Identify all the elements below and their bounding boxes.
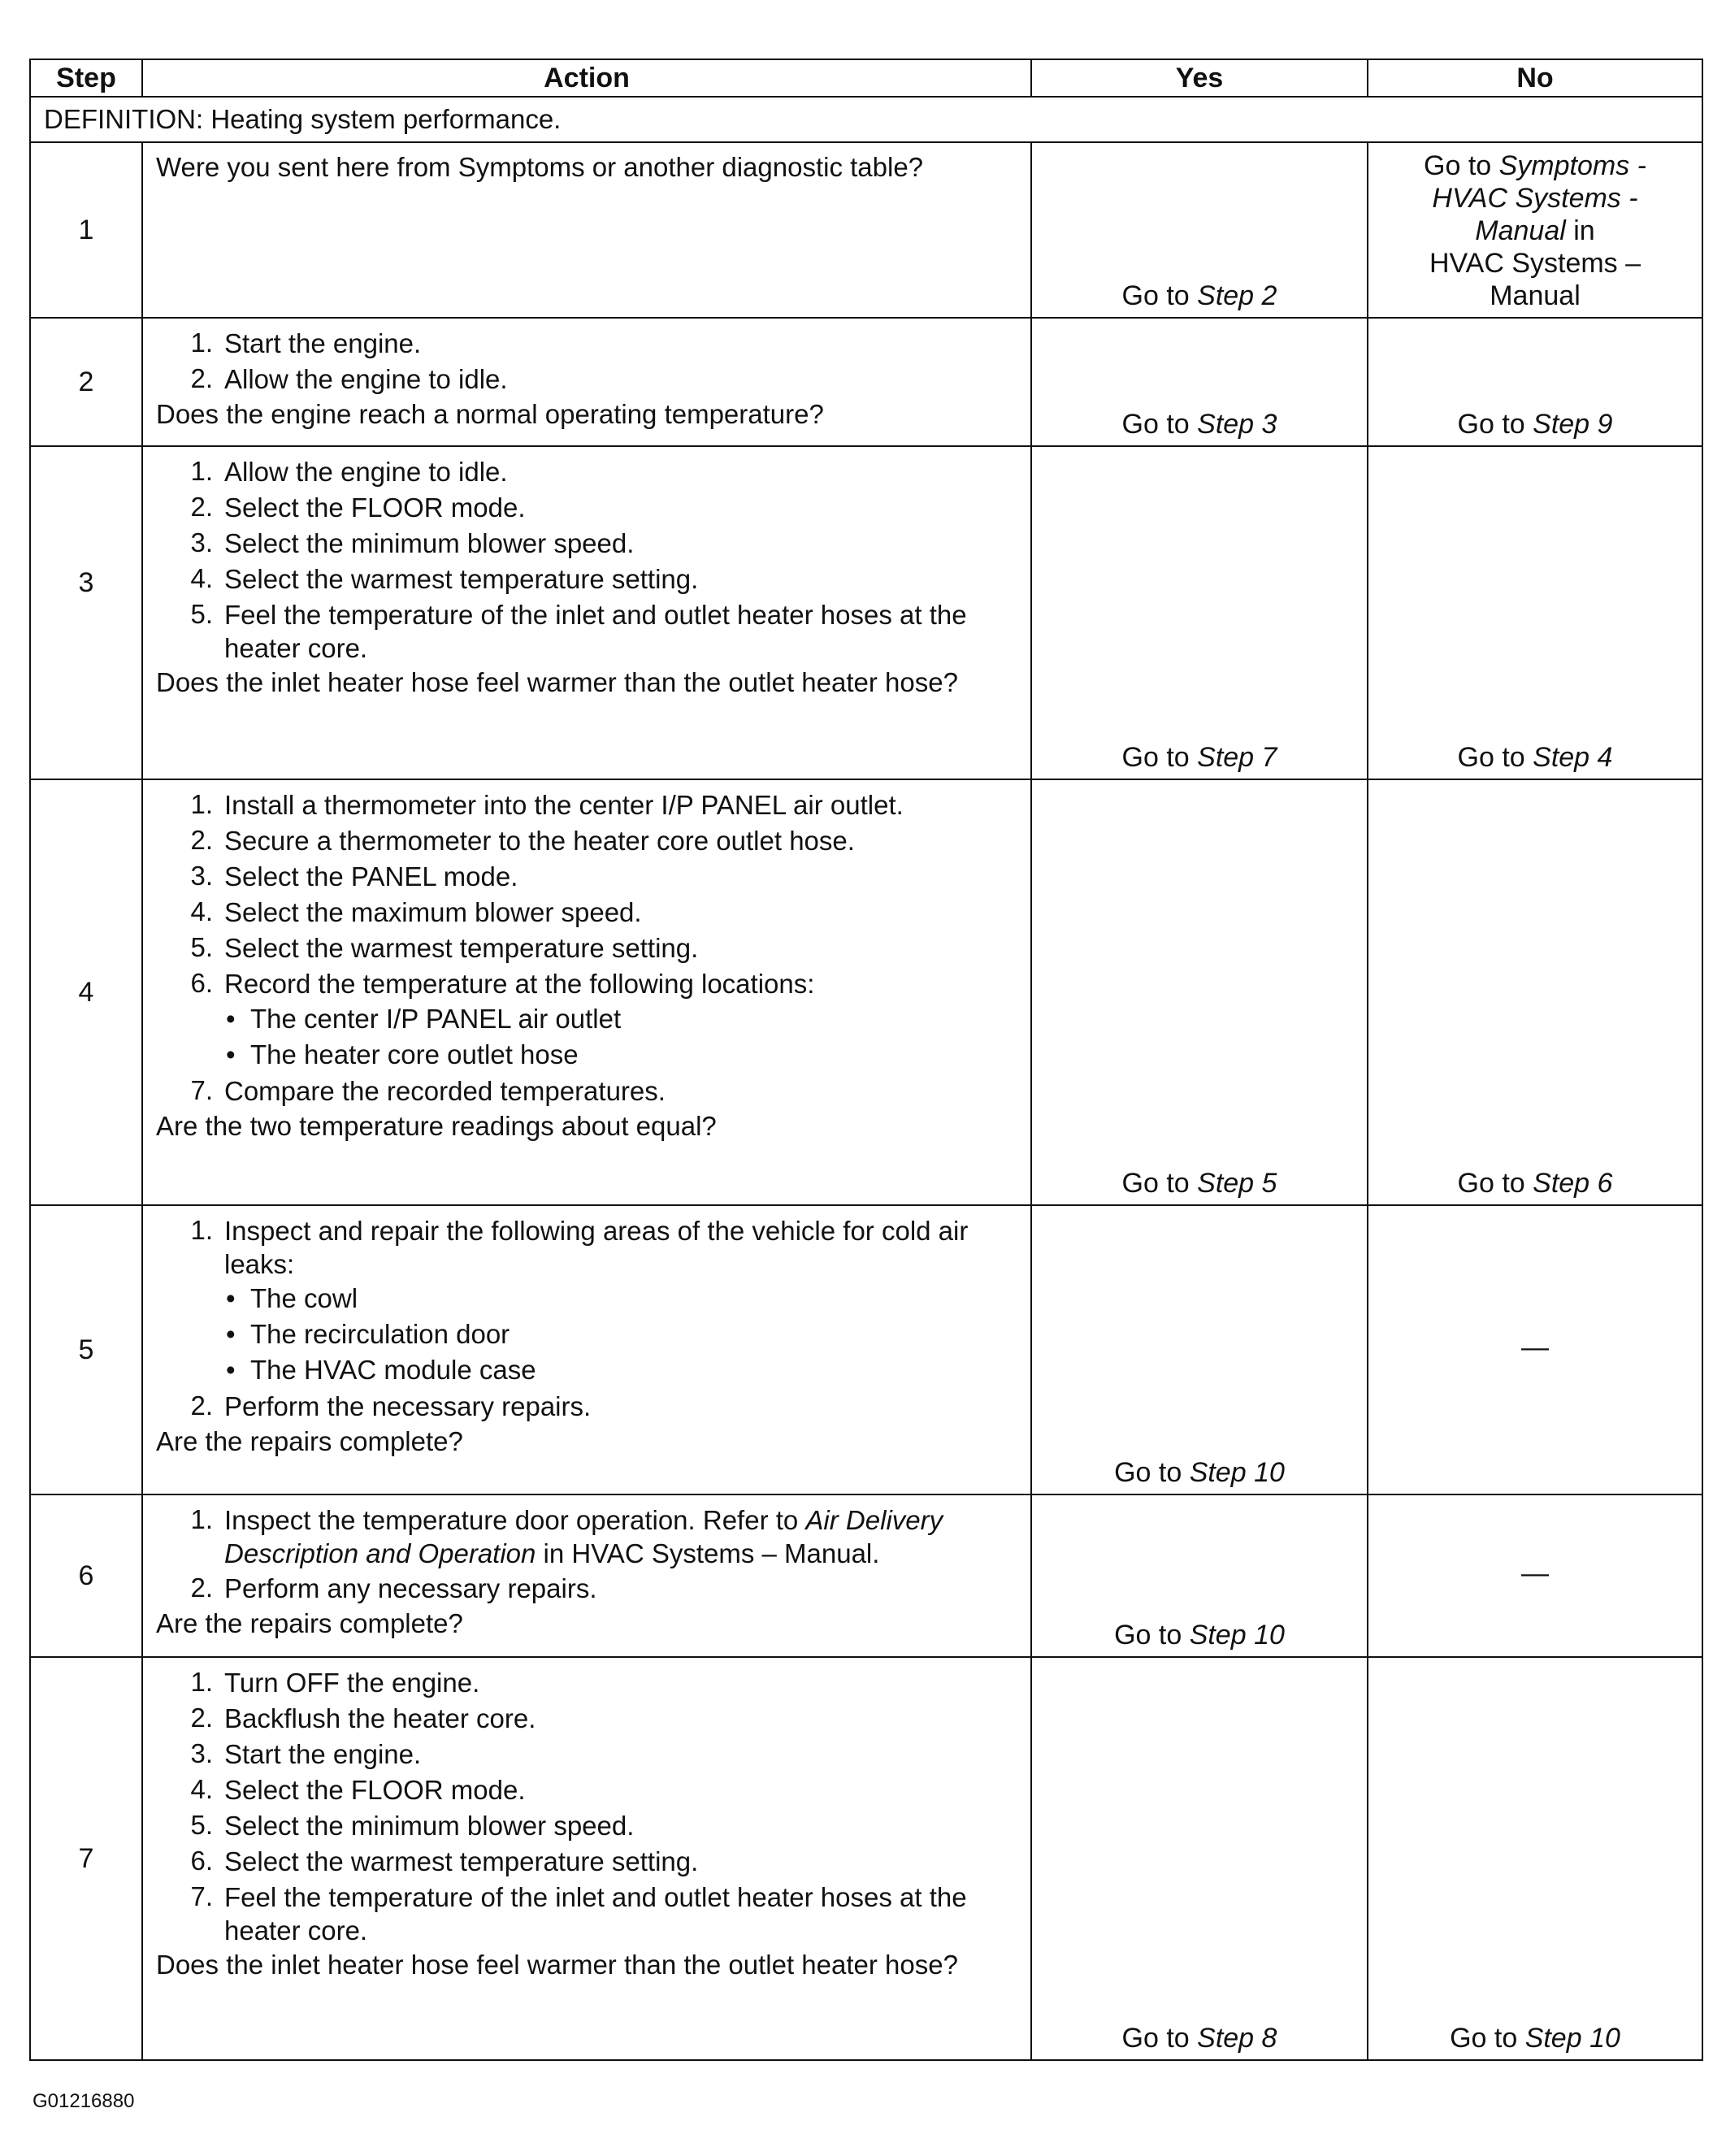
item-number: 6.: [190, 968, 213, 998]
yes-prefix: Go to: [1114, 1620, 1190, 1651]
definition-text: DEFINITION: Heating system performance.: [30, 97, 1702, 142]
item-number: 6.: [190, 1846, 213, 1876]
step-number: 5: [30, 1205, 142, 1494]
item-text: Feel the temperature of the inlet and outlet heater hoses at the heater core.: [224, 1882, 967, 1946]
item-number: 2.: [190, 492, 213, 522]
no-prefix: Go to: [1457, 409, 1533, 440]
question-text: Are the two temperature readings about equal?: [156, 1111, 717, 1141]
yes-step-link[interactable]: Step 2: [1197, 280, 1277, 311]
item-number: 3.: [190, 527, 213, 557]
header-step: Step: [30, 59, 142, 97]
item-text: Select the minimum blower speed.: [224, 1811, 635, 1841]
step-row-2: [30, 318, 1702, 446]
diagnostic-table: [29, 59, 1703, 2061]
item-number: 2.: [190, 1390, 213, 1421]
item-text: Backflush the heater core.: [224, 1703, 536, 1733]
list-item: [156, 787, 1019, 822]
no-hvac-text: HVAC Systems –: [1429, 248, 1641, 279]
step-row-6: [30, 1494, 1702, 1657]
bullet-item: [156, 1317, 1019, 1352]
step-number: 4: [30, 779, 142, 1205]
header-row: [30, 59, 1702, 97]
bullet-text: The cowl: [250, 1283, 358, 1313]
symptoms-link[interactable]: Symptoms -: [1498, 150, 1646, 181]
list-item: [156, 525, 1019, 561]
item-text: [224, 1502, 1019, 1570]
bullet-text: The HVAC module case: [250, 1355, 536, 1385]
yes-cell: [1031, 142, 1368, 318]
list-item: [156, 1772, 1019, 1807]
item-number: 4.: [190, 1774, 213, 1804]
yes-step-link[interactable]: Step 10: [1189, 1457, 1285, 1488]
header-yes: Yes: [1031, 59, 1368, 97]
item-text: Select the warmest temperature setting.: [224, 1846, 699, 1876]
yes-cell: [1031, 446, 1368, 779]
item-text: Select the maximum blower speed.: [224, 897, 642, 927]
bullet-text: The recirculation door: [250, 1319, 510, 1349]
list-item: [156, 1807, 1019, 1843]
no-manual-text: Manual: [1490, 280, 1581, 311]
action-cell: [142, 779, 1031, 1205]
item-number: 1.: [190, 789, 213, 819]
list-item: [156, 822, 1019, 858]
action-cell: [142, 1205, 1031, 1494]
item-text: Start the engine.: [224, 328, 422, 358]
item-text: Allow the engine to idle.: [224, 457, 508, 487]
list-item: [156, 1879, 1019, 1947]
no-cell: [1368, 1657, 1702, 2060]
no-dash: —: [1368, 1494, 1702, 1657]
yes-prefix: Go to: [1121, 742, 1198, 773]
item-text: Perform any necessary repairs.: [224, 1573, 597, 1603]
list-item: [156, 1388, 1019, 1424]
list-item: [156, 1700, 1019, 1736]
list-item: [156, 1843, 1019, 1879]
list-item: [156, 858, 1019, 894]
bullet-icon: •: [226, 1039, 236, 1069]
item-text: Install a thermometer into the center I/P PANEL air outlet.: [224, 790, 904, 820]
step-number: 2: [30, 318, 142, 446]
step-row-5: [30, 1205, 1702, 1494]
bullet-text: The heater core outlet hose: [250, 1039, 579, 1069]
item-text: Secure a thermometer to the heater core outlet hose.: [224, 826, 855, 856]
question-text: Does the inlet heater hose feel warmer than the outlet heater hose?: [156, 1950, 958, 1980]
yes-cell: [1031, 1657, 1368, 2060]
step-row-4: [30, 779, 1702, 1205]
no-step-link[interactable]: Step 9: [1533, 409, 1613, 440]
list-item: [156, 489, 1019, 525]
item-number: 1.: [190, 1667, 213, 1697]
item-number: 1.: [190, 328, 213, 358]
action-cell: [142, 1494, 1031, 1657]
list-item: [156, 325, 1019, 361]
bullet-item: [156, 1352, 1019, 1388]
no-dash: —: [1368, 1205, 1702, 1494]
list-item: [156, 1212, 1019, 1281]
item-number: 2.: [190, 363, 213, 393]
item-number: 7.: [190, 1881, 213, 1911]
item-text: Perform the necessary repairs.: [224, 1391, 592, 1421]
no-cell: [1368, 446, 1702, 779]
step-row-1: [30, 142, 1702, 318]
item-text: Allow the engine to idle.: [224, 364, 508, 394]
question-text: Does the engine reach a normal operating temperature?: [156, 399, 824, 429]
list-item: [156, 1664, 1019, 1700]
list-item: [156, 1502, 1019, 1570]
yes-step-link[interactable]: Step 7: [1197, 742, 1277, 773]
item-number: 2.: [190, 825, 213, 855]
manual-link[interactable]: Manual: [1475, 215, 1566, 246]
air-delivery-link[interactable]: Air Delivery Description and Operation: [224, 1505, 943, 1568]
header-no: No: [1368, 59, 1702, 97]
item-text: Select the minimum blower speed.: [224, 528, 635, 558]
yes-cell: [1031, 779, 1368, 1205]
yes-step-link[interactable]: Step 5: [1197, 1168, 1277, 1199]
item-text: Select the warmest temperature setting.: [224, 933, 699, 963]
action-cell: [142, 446, 1031, 779]
no-step-link[interactable]: Step 6: [1533, 1168, 1613, 1199]
yes-prefix: Go to: [1114, 1457, 1190, 1488]
item-number: 7.: [190, 1075, 213, 1105]
action-cell: [142, 142, 1031, 318]
question-text: Are the repairs complete?: [156, 1426, 463, 1456]
item-text: Record the temperature at the following locations:: [224, 969, 815, 999]
item-number: 5.: [190, 1810, 213, 1840]
yes-prefix: Go to: [1121, 2023, 1198, 2054]
item-text: Turn OFF the engine.: [224, 1668, 480, 1698]
step-number: 3: [30, 446, 142, 779]
yes-step-link[interactable]: Step 8: [1197, 2023, 1277, 2054]
item-text: Select the FLOOR mode.: [224, 492, 526, 523]
no-step-link[interactable]: Step 10: [1524, 2023, 1620, 2054]
question-text: Does the inlet heater hose feel warmer than the outlet heater hose?: [156, 667, 958, 697]
list-item: [156, 1736, 1019, 1772]
item-number: 3.: [190, 1738, 213, 1768]
item-text: Select the PANEL mode.: [224, 861, 518, 891]
no-in-text: in: [1565, 215, 1595, 246]
list-item: [156, 453, 1019, 489]
no-cell: [1368, 318, 1702, 446]
item-text-part: Inspect the temperature door operation. Refer to: [224, 1505, 806, 1535]
yes-cell: [1031, 318, 1368, 446]
question-text: Are the repairs complete?: [156, 1608, 463, 1638]
bullet-icon: •: [226, 1319, 236, 1349]
no-prefix: Go to: [1457, 742, 1533, 773]
item-number: 1.: [190, 456, 213, 486]
list-item: [156, 561, 1019, 596]
list-item: [156, 965, 1019, 1001]
list-item: [156, 596, 1019, 665]
item-text: Feel the temperature of the inlet and outlet heater hoses at the heater core.: [224, 600, 967, 663]
list-item: [156, 361, 1019, 397]
bullet-icon: •: [226, 1283, 236, 1313]
bullet-text: The center I/P PANEL air outlet: [250, 1004, 622, 1034]
item-number: 1.: [190, 1504, 213, 1534]
step-row-3: [30, 446, 1702, 779]
yes-prefix: Go to: [1121, 1168, 1198, 1199]
yes-cell: [1031, 1494, 1368, 1657]
item-text: Select the warmest temperature setting.: [224, 564, 699, 594]
no-prefix: Go to: [1450, 2023, 1525, 2054]
bullet-item: [156, 1037, 1019, 1073]
no-step-link[interactable]: Step 4: [1533, 742, 1613, 773]
item-number: 4.: [190, 563, 213, 593]
item-number: 5.: [190, 932, 213, 962]
list-item: [156, 1073, 1019, 1108]
item-text: Select the FLOOR mode.: [224, 1775, 526, 1805]
item-number: 1.: [190, 1215, 213, 1245]
yes-step-link[interactable]: Step 10: [1189, 1620, 1285, 1651]
item-text: Start the engine.: [224, 1739, 422, 1769]
step-number: 6: [30, 1494, 142, 1657]
item-text-part: in HVAC Systems – Manual.: [536, 1538, 880, 1568]
list-item: [156, 930, 1019, 965]
hvac-systems-link[interactable]: HVAC Systems -: [1432, 183, 1638, 214]
item-number: 2.: [190, 1573, 213, 1603]
no-prefix: Go to: [1457, 1168, 1533, 1199]
figure-code: G01216880: [33, 2090, 135, 2112]
item-number: 5.: [190, 599, 213, 629]
list-item: [156, 894, 1019, 930]
yes-prefix: Go to: [1121, 280, 1198, 311]
action-cell: [142, 318, 1031, 446]
bullet-icon: •: [226, 1355, 236, 1385]
yes-prefix: Go to: [1121, 409, 1198, 440]
no-cell: [1368, 142, 1702, 318]
item-text: Inspect and repair the following areas of the vehicle for cold air leaks:: [224, 1216, 969, 1279]
no-prefix: Go to: [1424, 150, 1499, 181]
list-item: [156, 1570, 1019, 1606]
item-number: 3.: [190, 861, 213, 891]
yes-step-link[interactable]: Step 3: [1197, 409, 1277, 440]
step-row-7: [30, 1657, 1702, 2060]
bullet-item: [156, 1281, 1019, 1317]
bullet-item: [156, 1001, 1019, 1037]
no-cell: [1368, 779, 1702, 1205]
header-action: Action: [142, 59, 1031, 97]
question-text: Were you sent here from Symptoms or another diagnostic table?: [156, 152, 924, 182]
bullet-icon: •: [226, 1004, 236, 1034]
item-number: 4.: [190, 896, 213, 926]
definition-row: [30, 97, 1702, 142]
step-number: 1: [30, 142, 142, 318]
diagnostic-table-document: [29, 59, 1702, 2061]
step-number: 7: [30, 1657, 142, 2060]
item-text: Compare the recorded temperatures.: [224, 1076, 666, 1106]
yes-cell: [1031, 1205, 1368, 1494]
item-number: 2.: [190, 1703, 213, 1733]
action-cell: [142, 1657, 1031, 2060]
